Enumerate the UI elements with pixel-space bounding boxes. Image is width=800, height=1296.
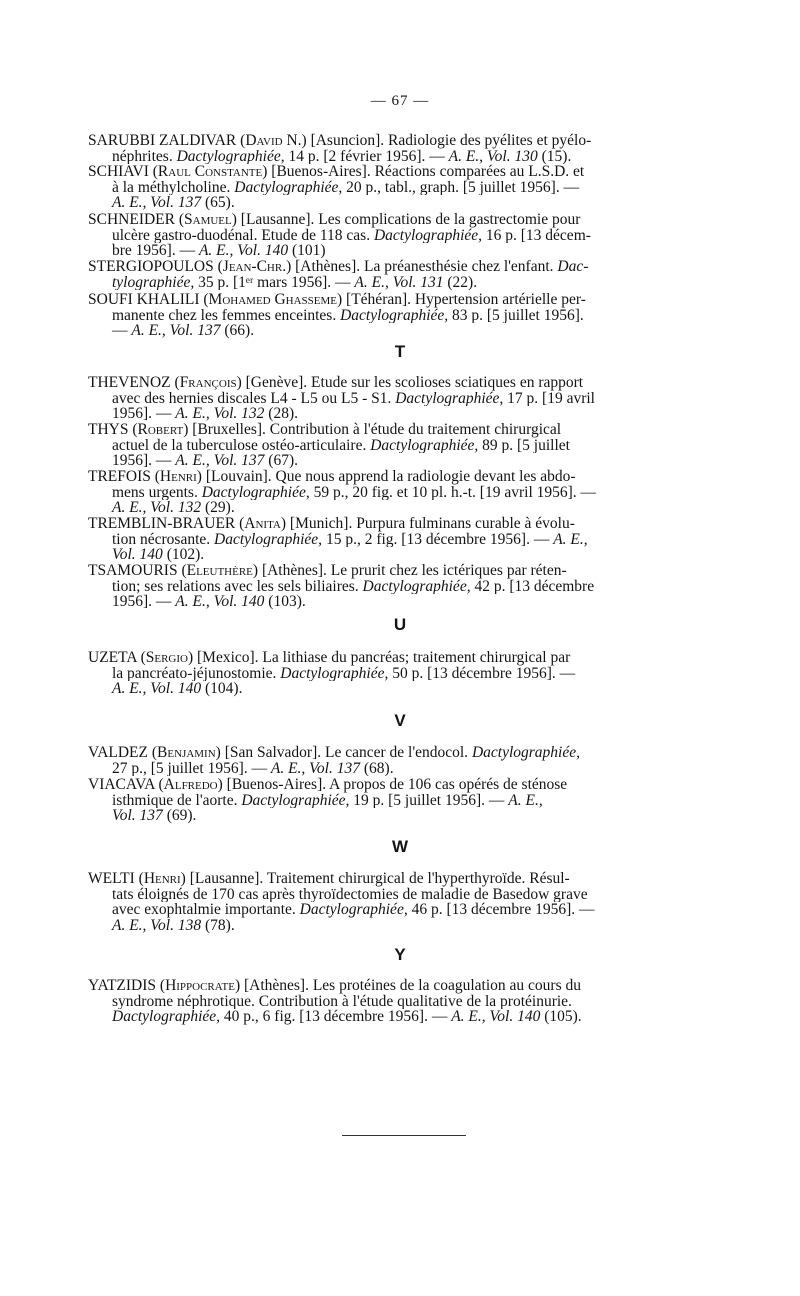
entry-text: (102).: [162, 547, 205, 563]
entry-text: la pancréato-jéjunostomie.: [112, 665, 281, 682]
entry-text: (105).: [540, 1009, 582, 1025]
entry-line: [88, 579, 714, 595]
italic-text: Dactylographiée,: [299, 902, 408, 918]
entry-text: mens urgents.: [112, 484, 202, 501]
entry-text: (29).: [201, 500, 235, 516]
entry-text: ) [Louvain]. Que nous apprend la radiologie devant les abdo-: [196, 469, 576, 485]
entry-line: [88, 793, 714, 809]
entry-line: [88, 164, 714, 180]
italic-text: Dactylographiée,: [395, 390, 504, 407]
author-firstname: Samuel: [184, 212, 232, 228]
entry-text: ulcère gastro-duodénal. Etude de 118 cas.: [112, 227, 374, 244]
entry-line: [88, 547, 714, 563]
entry-text: (68).: [360, 760, 394, 777]
entry-line: [88, 887, 714, 903]
entry-text: ) [Lausanne]. Traitement chirurgical de l'hyperthyroïde. Résul-: [180, 871, 570, 887]
entry-text: tion nécrosante.: [112, 531, 215, 548]
entry-line: [88, 808, 714, 824]
entry-line: [88, 228, 714, 244]
entry-line: [88, 745, 714, 761]
entry-text: SCHIAVI (: [88, 164, 158, 180]
entry-text: manente chez les femmes enceintes.: [112, 307, 341, 324]
entry-text: ) [San Salvador]. Le cancer de l'endocol.: [215, 745, 472, 761]
entry-text: isthmique de l'aorte.: [112, 792, 242, 809]
entry-text: 40 p., 6 fig. [13 décembre 1956]. —: [220, 1009, 452, 1025]
section-letter-u: U: [393, 615, 407, 634]
italic-text: Dac-: [557, 259, 589, 275]
bib-entry-welti: [88, 871, 714, 933]
entry-line: [88, 469, 714, 485]
entry-line: [88, 666, 714, 682]
bib-entry-schiavi: [88, 164, 714, 211]
bib-entry-viacava: [88, 777, 714, 824]
entry-text: (101): [288, 243, 326, 259]
italic-text: Dactylographiée,: [373, 227, 483, 244]
entry-line: [88, 532, 714, 548]
entry-text: (65).: [201, 195, 235, 211]
entry-line: [88, 871, 714, 887]
bib-entry-valdez: [88, 745, 714, 776]
entry-line: [88, 563, 714, 579]
entry-line: [88, 308, 714, 324]
entry-text: WELTI (: [88, 871, 144, 887]
author-firstname: Henri: [159, 469, 197, 485]
italic-text: Dactylographiée,: [471, 745, 580, 761]
italic-text: A. E., Vol. 131: [354, 274, 444, 291]
entry-text: 20 p., tabl., graph. [5 juillet 1956]. —: [342, 179, 580, 196]
author-firstname: Alfredo: [163, 777, 218, 793]
entry-text: néphrites.: [112, 148, 177, 165]
bib-entry-soufi-khalili: [88, 292, 714, 339]
entry-text: ) [Athènes]. Le prurit chez les ictériques par réten-: [252, 563, 567, 579]
italic-text: Dactylographiée,: [241, 792, 350, 809]
entry-text: syndrome néphrotique. Contribution à l'étude qualitative de la protéinurie.: [112, 993, 572, 1010]
entry-text: STERGIOPOULOS (: [88, 259, 223, 275]
italic-text: tylographiée,: [112, 274, 195, 291]
entry-text: tats éloignés de 170 cas après thyroïdectomies de maladie de Basedow grave: [112, 886, 588, 903]
entry-text: ) [Munich]. Purpura fulminans curable à évolu-: [280, 516, 575, 532]
entry-text: SCHNEIDER (: [88, 212, 185, 228]
entry-text: UZETA (: [88, 650, 146, 666]
entry-text: 19 p. [5 juillet 1956]. —: [349, 792, 509, 809]
section-letter-t: T: [394, 342, 406, 361]
entry-text: 15 p., 2 fig. [13 décembre 1956]. —: [322, 531, 554, 548]
author-firstname: Anita: [244, 516, 281, 532]
entry-text: (78).: [201, 917, 235, 934]
entry-text: bre 1956]. —: [112, 243, 199, 259]
entry-text: 42 p. [13 décembre: [470, 578, 595, 595]
entry-text: TSAMOURIS (: [88, 563, 187, 579]
entry-text: (15).: [537, 148, 572, 165]
entry-text: 17 p. [19 avril: [503, 390, 595, 407]
entry-text: TREFOIS (: [88, 469, 160, 485]
entry-text: ) [Lausanne]. Les complications de la gastrectomie pour: [231, 212, 581, 228]
italic-text: Dactylographiée,: [280, 665, 389, 682]
entry-text: THEVENOZ (: [88, 375, 180, 391]
entry-text: actuel de la tuberculose ostéo-articulaire.: [112, 437, 371, 454]
italic-text: A. E., Vol. 140: [451, 1009, 541, 1025]
entry-line: [88, 243, 714, 259]
author-firstname: Henri: [143, 871, 181, 887]
bib-entry-yatzidis: [88, 978, 714, 1025]
italic-text: Dactylographiée,: [362, 578, 471, 595]
entry-line: [88, 681, 714, 697]
entry-text: 1956]. —: [112, 594, 176, 610]
italic-text: Dactylographiée,: [201, 484, 310, 501]
entry-text: YATZIDIS (: [88, 978, 166, 994]
entry-line: [88, 453, 714, 469]
entry-text: (67).: [264, 453, 298, 469]
section-letter-y: Y: [394, 945, 406, 964]
entry-line: [88, 259, 714, 275]
italic-text: A. E., Vol. 137: [270, 760, 360, 777]
entry-line: [88, 133, 714, 149]
entry-line: [88, 777, 714, 793]
entry-line: [88, 149, 714, 165]
italic-text: Vol. 140: [112, 547, 163, 563]
entry-line: [88, 1009, 714, 1025]
italic-text: A. E., Vol. 132: [175, 406, 265, 422]
entry-line: [88, 650, 714, 666]
entry-text: ) [Athènes]. Les protéines de la coagulation au cours du: [234, 978, 581, 994]
author-firstname: Jean-Chr.: [222, 259, 287, 275]
section-letter-v: V: [394, 711, 406, 730]
entry-text: TREMBLIN-BRAUER (: [88, 516, 245, 532]
entry-text: 46 p. [13 décembre 1956]. —: [407, 902, 595, 918]
entry-line: [88, 500, 714, 516]
bib-entry-stergiopoulos: [88, 259, 714, 290]
bib-entry-thevenoz: [88, 375, 714, 422]
italic-text: A. E., Vol. 140: [112, 681, 202, 697]
entry-line: [88, 323, 714, 339]
page-number: — 67 —: [370, 93, 430, 109]
entry-text: (66).: [220, 323, 255, 339]
entry-line: [88, 516, 714, 532]
entry-text: (104).: [201, 681, 243, 697]
entry-text: ) [Genève]. Etude sur les scolioses sciatiques en rapport: [236, 375, 584, 391]
entry-text: THYS (: [88, 422, 138, 438]
entry-text: (28).: [264, 406, 298, 422]
entry-text: 35 p. [1ᵉʳ mars 1956]. —: [194, 274, 355, 291]
entry-text: VALDEZ (: [88, 745, 158, 761]
italic-text: A. E., Vol. 140: [175, 594, 265, 610]
italic-text: Dactylographiée,: [234, 179, 343, 196]
italic-text: A. E.,: [508, 792, 543, 809]
entry-line: [88, 594, 714, 610]
entry-text: ) [Bruxelles]. Contribution à l'étude du traitement chirurgical: [183, 422, 562, 438]
entry-text: 1956]. —: [112, 453, 176, 469]
bib-entry-thys: [88, 422, 714, 469]
entry-line: [88, 406, 714, 422]
entry-line: [88, 485, 714, 501]
entry-text: (22).: [443, 274, 478, 291]
entry-text: 89 p. [5 juillet: [478, 437, 570, 454]
author-firstname: David: [245, 133, 283, 149]
entry-line: [88, 180, 714, 196]
entry-text: 59 p., 20 fig. et 10 pl. h.-t. [19 avril 1956]. —: [309, 484, 597, 501]
italic-text: A. E., Vol. 137: [131, 323, 221, 339]
entry-text: ) [Buenos-Aires]. A propos de 106 cas opérés de sténose: [217, 777, 568, 793]
author-firstname: Robert: [137, 422, 184, 438]
entry-text: (69).: [162, 808, 197, 824]
entry-line: [88, 918, 714, 934]
italic-text: Dactylographiée,: [112, 1009, 221, 1025]
entry-text: 50 p. [13 décembre 1956]. —: [388, 665, 576, 682]
italic-text: Dactylographiée,: [340, 307, 449, 324]
entry-text: à la méthylcholine.: [112, 179, 235, 196]
italic-text: Dactylographiée,: [214, 531, 323, 548]
entry-text: avec exophtalmie importante.: [112, 902, 300, 918]
entry-text: tion; ses relations avec les sels biliaires.: [112, 578, 363, 595]
entry-text: avec des hernies discales L4 - L5 ou L5 - S1.: [112, 390, 396, 407]
author-firstname: Eleuthère: [186, 563, 253, 579]
italic-text: Vol. 137: [112, 808, 163, 824]
entry-line: [88, 212, 714, 228]
bib-entry-tremblin-brauer: [88, 516, 714, 563]
bib-entry-sarubbi: [88, 133, 714, 164]
end-rule: [342, 1135, 466, 1136]
author-firstname: François: [179, 375, 237, 391]
entry-text: SARUBBI ZALDIVAR (: [88, 133, 246, 149]
entry-text: —: [112, 323, 132, 339]
entry-line: [88, 902, 714, 918]
bib-entry-trefois: [88, 469, 714, 516]
italic-text: A. E., Vol. 130: [448, 148, 538, 165]
italic-text: A. E., Vol. 132: [112, 500, 202, 516]
entry-text: (103).: [264, 594, 306, 610]
entry-text: N.) [Asuncion]. Radiologie des pyélites et pyélo-: [282, 133, 592, 149]
italic-text: A. E., Vol. 138: [112, 917, 202, 934]
author-firstname: Sergio: [145, 650, 188, 666]
entry-text: ) [Téhéran]. Hypertension artérielle per-: [337, 292, 586, 308]
bib-entry-tsamouris: [88, 563, 714, 610]
entry-text: 1956]. —: [112, 406, 176, 422]
author-firstname: Benjamin: [157, 745, 216, 761]
entry-text: ) [Mexico]. La lithiase du pancréas; traitement chirurgical par: [187, 650, 571, 666]
entry-line: [88, 195, 714, 211]
entry-line: [88, 391, 714, 407]
author-firstname: Mohamed Ghasseme: [208, 292, 338, 308]
italic-text: Dactylographiée,: [176, 148, 285, 165]
entry-text: 16 p. [13 décem-: [482, 227, 591, 244]
italic-text: A. E., Vol. 140: [198, 243, 289, 259]
entry-line: [88, 422, 714, 438]
author-firstname: Raul Constante: [157, 164, 263, 180]
italic-text: A. E., Vol. 137: [175, 453, 265, 469]
entry-text: ) [Buenos-Aires]. Réactions comparées au L.S.D. et: [262, 164, 585, 180]
entry-line: [88, 761, 714, 777]
entry-text: SOUFI KHALILI (: [88, 292, 209, 308]
bib-entry-uzeta: [88, 650, 714, 697]
entry-line: [88, 438, 714, 454]
entry-text: 14 p. [2 février 1956]. —: [284, 148, 449, 165]
entry-line: [88, 994, 714, 1010]
italic-text: A. E., Vol. 137: [112, 195, 202, 211]
entry-text: 83 p. [5 juillet 1956].: [448, 307, 584, 324]
entry-line: [88, 292, 714, 308]
entry-text: ) [Athènes]. La préanesthésie chez l'enfant.: [286, 259, 558, 275]
author-firstname: Hippocrate: [165, 978, 235, 994]
section-letter-w: W: [391, 837, 409, 856]
bib-entry-schneider: [88, 212, 714, 259]
italic-text: A. E.,: [553, 531, 588, 548]
italic-text: Dactylographiée,: [370, 437, 479, 454]
entry-line: [88, 375, 714, 391]
entry-line: [88, 978, 714, 994]
entry-text: VIACAVA (: [88, 777, 164, 793]
entry-line: [88, 275, 714, 291]
entry-text: 27 p., [5 juillet 1956]. —: [112, 760, 271, 777]
